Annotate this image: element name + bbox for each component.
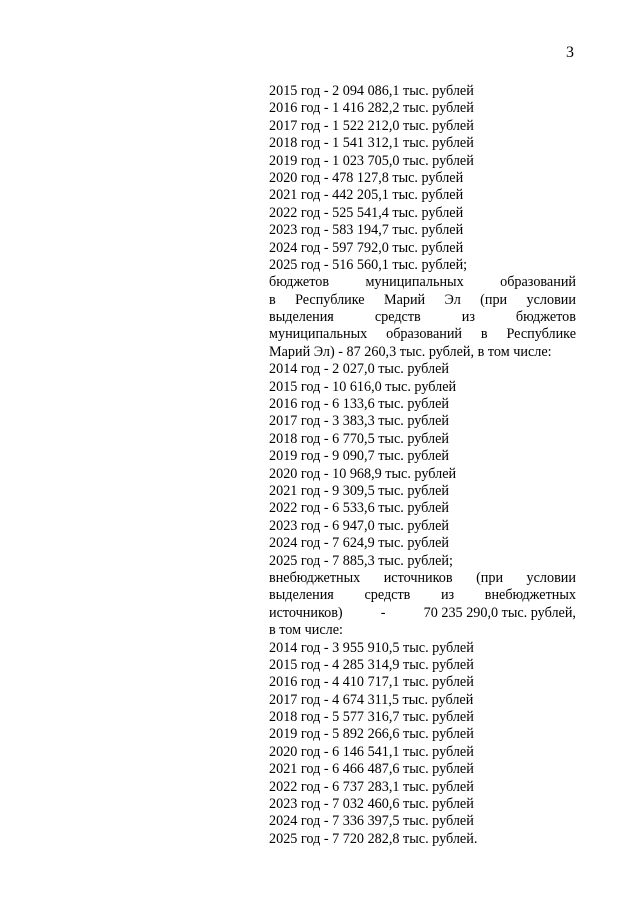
word: Эл — [444, 291, 461, 308]
word: муниципальных — [269, 326, 368, 343]
word: средств — [374, 309, 421, 326]
funding-line: 2018 год - 1 541 312,1 тыс. рублей — [269, 135, 474, 152]
funding-line: 2023 год - 7 032 460,6 тыс. рублей — [269, 796, 474, 813]
offbudget-total-line: в том числе: — [269, 622, 343, 639]
funding-line: 2015 год - 2 094 086,1 тыс. рублей — [269, 83, 474, 99]
funding-line: 2023 год - 583 194,7 тыс. рублей — [269, 222, 464, 239]
offbudget-heading-line — [269, 587, 576, 604]
funding-line: 2015 год - 10 616,0 тыс. рублей — [269, 378, 457, 395]
municipal-total-line: Марий Эл) - 87 260,3 тыс. рублей, в том числе: — [269, 343, 552, 360]
funding-line: 2014 год - 3 955 910,5 тыс. рублей — [269, 639, 474, 656]
funding-line: 2022 год - 6 737 283,1 тыс. рублей — [269, 778, 474, 795]
page-number: 3 — [566, 44, 574, 61]
word: - — [380, 604, 386, 621]
funding-line: 2018 год - 5 577 316,7 тыс. рублей — [269, 709, 474, 726]
funding-line: 2017 год - 1 522 212,0 тыс. рублей — [269, 117, 474, 134]
funding-line: 2019 год - 9 090,7 тыс. рублей — [269, 448, 449, 465]
funding-line: 2017 год - 3 383,3 тыс. рублей — [269, 413, 449, 430]
funding-line: 2018 год - 6 770,5 тыс. рублей — [269, 430, 449, 447]
funding-line: 2020 год - 478 127,8 тыс. рублей — [269, 169, 464, 186]
word: бюджетов — [515, 309, 576, 326]
word: муниципальных — [365, 274, 464, 291]
funding-line: 2022 год - 6 533,6 тыс. рублей — [269, 500, 449, 517]
municipal-heading-line — [269, 326, 576, 343]
word: 70 235 290,0 тыс. рублей, — [423, 604, 576, 621]
funding-text — [269, 83, 576, 848]
funding-line: 2019 год - 1 023 705,0 тыс. рублей — [269, 152, 474, 169]
funding-line: 2025 год - 7 885,3 тыс. рублей; — [269, 552, 453, 569]
funding-line: 2016 год - 6 133,6 тыс. рублей — [269, 396, 449, 413]
word: Республике — [506, 326, 576, 343]
funding-line: 2015 год - 4 285 314,9 тыс. рублей — [269, 656, 474, 673]
word: условии — [526, 569, 576, 586]
funding-line: 2024 год - 597 792,0 тыс. рублей — [269, 239, 464, 256]
word: из — [440, 587, 455, 604]
word: в — [269, 291, 276, 308]
word: бюджетов — [269, 274, 330, 291]
funding-line: 2023 год - 6 947,0 тыс. рублей — [269, 517, 449, 534]
word: Марий — [383, 291, 426, 308]
funding-line: 2016 год - 4 410 717,1 тыс. рублей — [269, 674, 474, 691]
funding-line: 2020 год - 6 146 541,1 тыс. рублей — [269, 743, 474, 760]
municipal-heading-line — [269, 274, 576, 291]
word: образований — [500, 274, 576, 291]
word: (при — [480, 291, 508, 308]
word: источников — [383, 569, 453, 586]
offbudget-heading-line — [269, 605, 576, 622]
word: в — [480, 326, 488, 343]
word: выделения — [269, 587, 334, 604]
funding-line: 2016 год - 1 416 282,2 тыс. рублей — [269, 100, 474, 117]
funding-line: 2014 год - 2 027,0 тыс. рублей — [269, 361, 449, 378]
municipal-heading-line — [269, 309, 576, 326]
funding-line: 2017 год - 4 674 311,5 тыс. рублей — [269, 691, 474, 708]
funding-line: 2019 год - 5 892 266,6 тыс. рублей — [269, 726, 474, 743]
word: из — [461, 309, 475, 326]
municipal-heading-line — [269, 292, 576, 309]
word: выделения — [269, 309, 334, 326]
word: условии — [526, 291, 576, 308]
word: источников) — [269, 604, 343, 621]
word: (при — [476, 569, 504, 586]
offbudget-heading-line — [269, 570, 576, 587]
funding-line: 2024 год - 7 336 397,5 тыс. рублей — [269, 813, 474, 830]
funding-line: 2025 год - 516 560,1 тыс. рублей; — [269, 256, 468, 273]
funding-line: 2025 год - 7 720 282,8 тыс. рублей. — [269, 830, 478, 847]
funding-line: 2020 год - 10 968,9 тыс. рублей — [269, 465, 457, 482]
word: средств — [364, 587, 411, 604]
funding-line: 2022 год - 525 541,4 тыс. рублей — [269, 204, 464, 221]
funding-line: 2021 год - 6 466 487,6 тыс. рублей — [269, 761, 474, 778]
funding-line: 2024 год - 7 624,9 тыс. рублей — [269, 535, 449, 552]
funding-line: 2021 год - 9 309,5 тыс. рублей — [269, 482, 449, 499]
word: внебюджетных — [484, 587, 576, 604]
word: внебюджетных — [269, 569, 361, 586]
word: образований — [386, 326, 463, 343]
funding-line: 2021 год - 442 205,1 тыс. рублей — [269, 187, 464, 204]
word: Республике — [295, 291, 365, 308]
